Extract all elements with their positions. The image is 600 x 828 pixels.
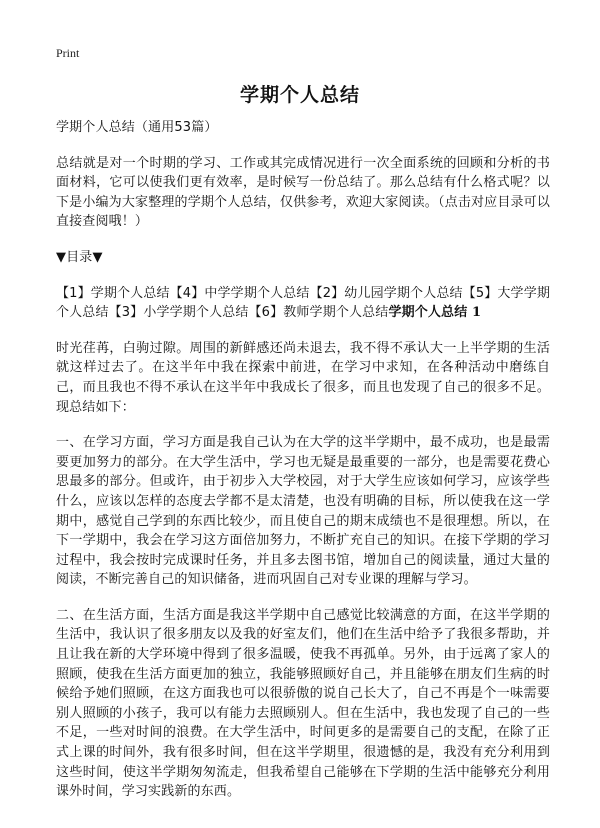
article-body <box>56 118 550 818</box>
toc-heading: ▼目录▼ <box>56 249 103 265</box>
toc-link-6[interactable]: 【6】教师学期个人总结 <box>248 305 389 321</box>
toc-link-2[interactable]: 【2】幼儿园学期个人总结 <box>309 285 463 301</box>
toc-link-3[interactable]: 【3】小学学期个人总结 <box>108 305 249 321</box>
print-link[interactable]: Print <box>56 46 80 60</box>
body-paragraph-study: 一、在学习方面，学习方面是我自己认为在大学的这半学期中，最不成功，也是最需要更加努力的部分。在大学生活中，学习也无疑是最重要的一部分，也是需要花费心思最多的部分。但或许，由于初步入大学校园，对于大学生应该如何学习，应该学些什么，应该以怎样的态度去学都不是太清楚，也没有明确的目标，所以使我在这一学期中，感觉自己学到的东西比较少，而且使自己的期末成绩也不是很理想。所以，在下一学期中，我会在学习这方面倍加努力，不断扩充自己的知识。在接下学期的学习过程中，我会按时完成课时任务，并且多去图书馆，增加自己的阅读量，通过大量的阅读，不断完善自己的知识储备，进而巩固自己对专业课的理解与学习。 <box>56 435 550 588</box>
article-subtitle: 学期个人总结（通用53篇） <box>56 120 218 135</box>
intro-paragraph: 总结就是对一个时期的学习、工作或其完成情况进行一次全面系统的回顾和分析的书面材料，它可以使我们更有效率，是时候写一份总结了。那么总结有什么格式呢？以下是小编为大家整理的学期个人总结，仅供参考，欢迎大家阅读。（点击对应目录可以直接查阅哦！） <box>56 155 550 230</box>
toc-link-1[interactable]: 【1】学期个人总结 <box>56 285 170 301</box>
body-paragraph-opening: 时光荏苒，白驹过隙。周围的新鲜感还尚未退去，我不得不承认大一上半学期的生活就这样过去了。在这半年中我在探索中前进，在学习中求知，在各种活动中磨练自己，而且我也不得不承认在这半年中我成长了很多，而且也发现了自己的很多不足。现总结如下： <box>56 340 550 415</box>
toc-link-4[interactable]: 【4】中学学期个人总结 <box>169 285 310 301</box>
section-heading-1: 学期个人总结 1 <box>388 305 482 321</box>
body-paragraph-life: 二、在生活方面，生活方面是我这半学期中自己感觉比较满意的方面，在这半学期的生活中，我认识了很多朋友以及我的好室友们，他们在生活中给予了我很多帮助，并且让我在新的大学环境中得到了很多温暖，使我不再孤单。另外，由于远离了家人的照顾，使我在生活方面更加的独立，我能够照顾好自己，并且能够在朋友们生病的时候给予她们照顾，在这方面我也可以很骄傲的说自己长大了，自己不再是个一味需要别人照顾的小孩子，我可以有能力去照顾别人。但在生活中，我也发现了自己的一些不足，一些对时间的浪费。在大学生活中，时间更多的是需要自己的支配，在除了正式上课的时间外，我有很多时间，但在这半学期里，很遗憾的是，我没有充分利用到这些时间，使这半学期匆匆流走，但我希望自己能够在下学期的生活中能够充分利用课外时间，学习实践新的东西。 <box>56 607 550 800</box>
table-of-contents <box>56 284 550 323</box>
toc-link-5[interactable]: 【5】大学学期个人总结 <box>56 285 551 321</box>
page-title: 学期个人总结 <box>239 84 360 106</box>
